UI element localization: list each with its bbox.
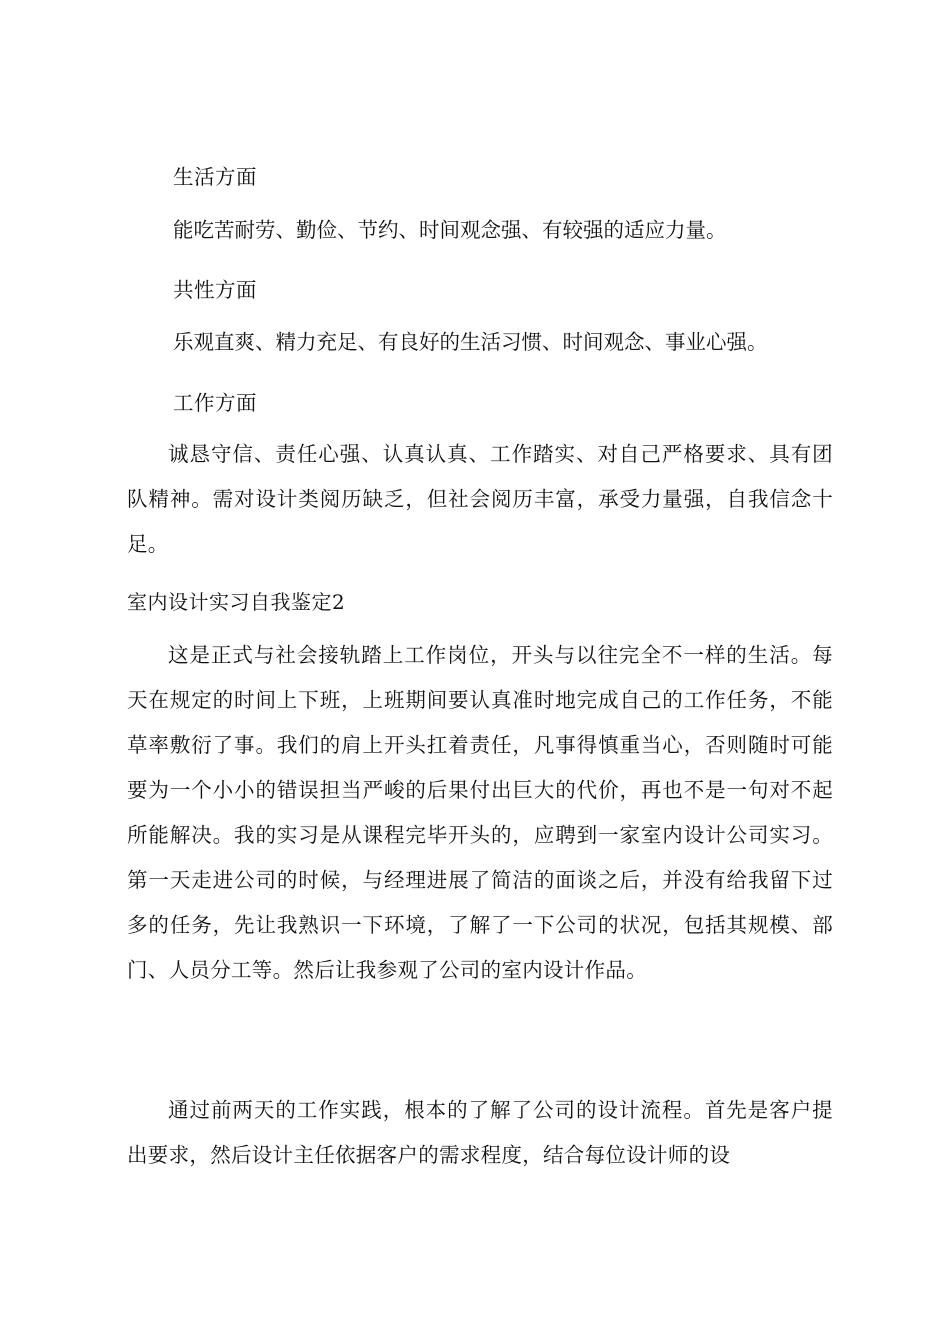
personality-heading: 共性方面 (173, 278, 257, 302)
article-paragraph-2: 通过前两天的工作实践，根本的了解了公司的设计流程。首先是客户提出要求，然后设计主任依据客户的需求程度，结合每位设计师的设 (127, 1098, 833, 1167)
life-text: 能吃苦耐劳、勤俭、节约、时间观念强、有较强的适应力量。 (173, 218, 727, 242)
article-title: 室内设计实习自我鉴定2 (127, 590, 346, 614)
work-text: 诚恳守信、责任心强、认真认真、工作踏实、对自己严格要求、具有团队精神。需对设计类阅历缺乏，但社会阅历丰富，承受力量强，自我信念十足。 (127, 442, 833, 556)
life-heading: 生活方面 (173, 165, 257, 189)
work-heading: 工作方面 (173, 391, 257, 415)
personality-text: 乐观直爽、精力充足、有良好的生活习惯、时间观念、事业心强。 (173, 330, 768, 354)
article-paragraph-1: 这是正式与社会接轨踏上工作岗位，开头与以往完全不一样的生活。每天在规定的时间上下班，上班期间要认真准时地完成自己的工作任务，不能草率敷衍了事。我们的肩上开头扛着责任，凡事得慎重当心，否则随时可能要为一个小小的错误担当严峻的后果付出巨大的代价，再也不是一句对不起所能解决。我的实习是从课程完毕开头的，应聘到一家室内设计公司实习。第一天走进公司的时候，与经理进展了简洁的面谈之后，并没有给我留下过多的任务，先让我熟识一下环境，了解了一下公司的状况，包括其规模、部门、人员分工等。然后让我参观了公司的室内设计作品。 (127, 643, 833, 982)
